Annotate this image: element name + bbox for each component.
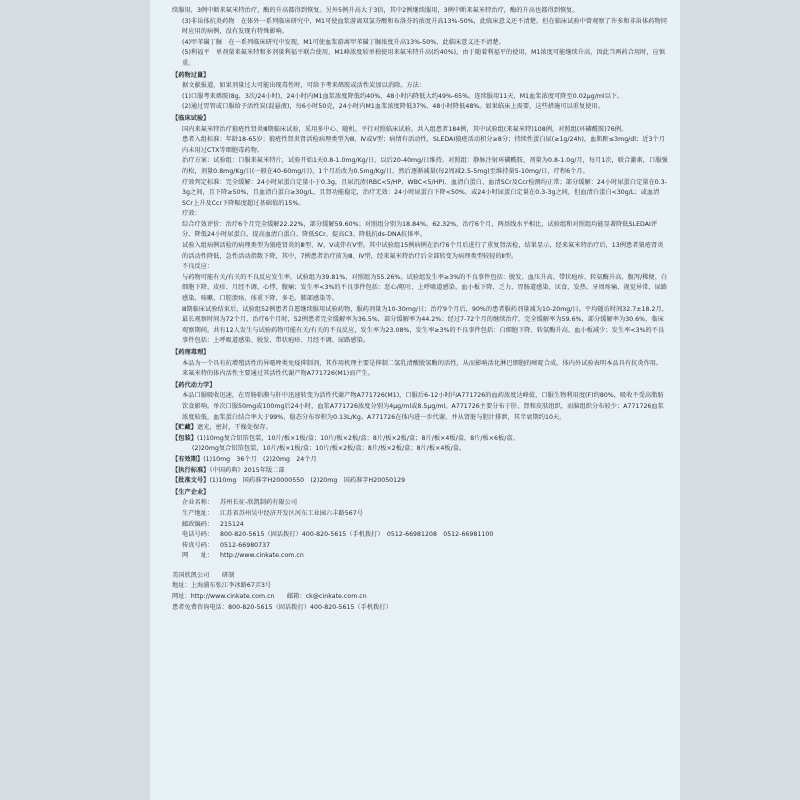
section-validity xyxy=(172,455,668,466)
section-pharmacology xyxy=(172,348,668,380)
drug-package-insert xyxy=(172,6,668,613)
paragraph: (2)通过胃管或口服给予活性炭(混悬液)，每6小时50克，24小时内M1血浆浓度降低37%，48小时降低48%。如果临床上需要，这些措施可以重复使用。 xyxy=(182,103,604,111)
standard-text: 《中国药典》2015年版二部 xyxy=(209,466,285,474)
paragraph: 综合疗效评价：治疗6个月完全缓解22.22%，部分缓解59.60%；对照组分别为18.84%，62.32%，治疗6个月，两基线水平相比，试验组和对照组均能显著降低SLEDAI评分、降低24小时尿蛋白、提高血清白蛋白、降低SCr、提高C3、降低抗ds-DNA抗体率。 xyxy=(182,220,658,239)
row-key: 邮政编码： xyxy=(182,520,214,528)
row-value: 800-820-5615（固话拨打）400-820-5615（手机拨打） 0512-66981208 0512-66981100 xyxy=(220,531,494,539)
section-manufacturer xyxy=(172,488,668,562)
manufacturer-row xyxy=(172,498,668,509)
row-value: 苏州长征-欣凯制药有限公司 xyxy=(220,499,298,507)
paragraph: Ⅲ期临床试验结束后，试验组52例患者自愿继续服用试验药物，服药剂量为10-30mg/日；治疗9个月后，90%的患者服药剂量减为10-20mg/日。平均随访时间32.7±18.2月，最长观察时间为72个月，治疗6个月时，52例患者完全缓解率为36.5%，部分缓解率为44.2%；经过7-72个月的继续治疗，完全缓解率为59.6%，部分缓解率为30.6%，临床观察期间，共有12人发生与试验药物可能有关/有关的不良反应，发生率为23.08%，发生率≥3%的不良事件包括：白细胞下降、转氨酶升高、血小板减少；发生率<3%的不良事件包括：上呼吸道感染、脱发、带状疱疹、月经不调、尿路感染。 xyxy=(182,305,668,345)
hotline: 患者免费咨询电话：800-820-5615（固话拨打）400-820-5615（手机拨打） xyxy=(172,603,392,611)
paragraph: 本品为一个具有抗增殖活性的异噁唑类免疫抑制剂，其作用机理主要是抑制二氢乳清酸脱氢酶的活性，从而影响活化淋巴细胞的嘧啶合成。体内外试验表明本品具有抗炎作用。来氟米特的体内活性主要通过其活性代谢产物A771726(M1)而产生。 xyxy=(182,359,663,378)
package-line: (1)10mg复合铝箔包装，10片/板×1板/盒；10片/板×2板/盒；8片/板×2板/盒；8片/板×4板/盒，8片/板×6板/盒。 xyxy=(196,434,519,442)
row-key: 企业名称： xyxy=(182,499,214,507)
manufacturer-row xyxy=(172,509,668,520)
row-key: 传真号码： xyxy=(182,541,214,549)
section-overdose xyxy=(172,71,668,113)
paragraph: 与药物可能有关/有关的不良反应发生率，试验组为39.81%，对照组为55.26%。试验组发生率≥3%的不良事件包括：脱发、血压升高、带状疱疹、转氨酶升高、腹泻/稀便、白细胞下降、皮疹、月经不调、心悸、腹痛；发生率<3%的不良事件包括：恶心/呕吐、上呼吸道感染、血小板下降、乏力、胃肠道感染、厌食、发热、牙周疼痛、视觉异常、尿路感染、咳嗽、口腔溃疡、体重下降、多毛、肺部感染等。 xyxy=(182,273,668,303)
paragraph: 疗效判定标准：完全缓解：24小时尿蛋白定量小于0.3g，且尿沉渣(RBC<5/HP，WBC<5/HP)、血清白蛋白、血清SCr及Ccr检测均正常；部分缓解：24小时尿蛋白定量在0.3-3g之间，且下降≥50%，且血清白蛋白≥30g/L，且肾功能稳定，治疗无效：24小时尿蛋白下降<50%，或24小时尿蛋白定量在0.3-3g之间，但血清白蛋白<30g/L；或血清SCr上升及Ccr下降幅度超过基础值的15%。 xyxy=(182,178,668,207)
paragraph: (4)甲苯磺丁脲 在一系列临床研究中发现，M1可使血浆游离甲苯磺丁脲浓度升高13%-50%，此临床意义还不清楚。 xyxy=(182,38,505,46)
row-key: 生产地址： xyxy=(182,509,214,517)
paragraph: 试验入组病例活检的病理类型为狼疮肾炎的Ⅲ型、Ⅳ、Ⅴ或伴有Ⅴ型。其中试验组15例病例在治疗6个月后进行了重复肾活检，结果显示，经来氟米特治疗后，13例患者狼疮肾炎的活动性降低，急性活动指数下降，其中，7例患者治疗前为Ⅲ、Ⅳ型，经来氟米特治疗后全部转变为病理类型较轻的Ⅱ型。 xyxy=(182,242,664,260)
section-title: 【生产企业】 xyxy=(172,488,210,496)
section-package xyxy=(172,434,668,455)
package-line: (2)20mg复合铝箔包装，10片/板×1板/盒；10片/板×2板/盒；8片/板×2板/盒；8片/板×4板/盒。 xyxy=(192,445,466,453)
section-clinical-trials xyxy=(172,114,668,347)
paragraph: 疗效： xyxy=(182,210,201,218)
section-title: 【临床试验】 xyxy=(172,114,210,122)
row-key: 电话号码： xyxy=(182,531,214,539)
section-title: 【批准文号】 xyxy=(172,477,210,485)
row-value: http://www.cinkate.com.cn xyxy=(220,552,304,560)
interaction-continued xyxy=(172,6,668,70)
section-title: 【药代动力学】 xyxy=(172,381,216,389)
paragraph: 国内来氟米特治疗狼疮性肾炎Ⅲ期临床试验，采用多中心、随机、平行对照临床试验。共入组患者184例，其中试验组(来氟米特)108例，对照组(环磷酰胺)76例。 xyxy=(182,125,628,133)
section-pharmacokinetics xyxy=(172,381,668,423)
row-value: 215124 xyxy=(220,520,244,528)
paragraph: 续服用，3例中断来氟米特治疗，酶的升高都得到恢复。另外5例升高大于3倍，其中2例继续服用，3例中断来氟米特治疗，酶的升高也都得到恢复。 xyxy=(172,7,579,14)
validity-text: (1)10mg 36个月 (2)20mg 24个月 xyxy=(203,455,317,463)
section-title: 【药理毒理】 xyxy=(172,349,210,356)
paragraph: 治疗方案：试验组：口服来氟米特片，试验开始1天0.8-1.0mg/Kg/日，以后20-40mg/日维持。对照组：静脉注射环磷酰胺，剂量为0.8-1.0g/月，每月1次，联合激素，口服强的松，剂量0.8mg/Kg/日(一般在40-60mg/日)，1个月后改为0.5mg/Kg/日，然后逐渐减量(每2周减2.5-5mg)至维持量5-10mg/日，疗程6个月。 xyxy=(182,157,668,175)
storage-text: 遮光，密封，干燥处保存。 xyxy=(196,424,272,432)
paragraph: 不良反应： xyxy=(182,263,214,271)
paragraph: 患者入组标准：年龄18-65岁；狼疮性肾炎肾活检病理类型为Ⅲ、Ⅳ或Ⅴ型；病情有活动性，SLEDAI狼疮活动积分≥8分；持续性蛋白尿(≥1g/24h)，血肌酐≤3mg/dl；近3个月内未用过CTX等细胞毒药物。 xyxy=(182,136,665,154)
section-storage xyxy=(172,423,668,434)
approval-text: (1)10mg 国药准字H20000550 (2)20mg 国药准字H20050129 xyxy=(209,477,406,485)
section-title: 【有效期】 xyxy=(172,455,204,463)
developer-address: 地址：上海浦东张江李冰路67弄3号 xyxy=(172,582,272,590)
paragraph: (5)利福平 单剂量来氟米特和多剂量利福平联合使用，M1峰浓度较单独使用来氟米特升高(约40%)，由于随着利福平的使用，M1浓度可能继续升高，因此当两药合用时，应慎重。 xyxy=(182,49,666,67)
manufacturer-row xyxy=(172,551,668,562)
developer-name: 美国欣凯公司 研制 xyxy=(172,571,235,579)
paragraph: 据文献报道，如果剂量过大可能出现毒性时，可给予考来烯胺或活性炭加以消除。方法： xyxy=(182,82,426,90)
section-title: 【包装】 xyxy=(172,434,197,442)
paragraph: 本品口服吸收迅速，在胃肠粘膜与肝中迅速转变为活性代谢产物A771726(M1)，口服后6-12小时内A771726的血药浓度达峰值，口服生物利用度(F)约80%，吸收不受高脂肪饮食影响。单次口服50mg或100mg后24小时，血浆A771726浓度分别为4μg/ml或8.5μg/ml。A771726主要分布于肝、肾和皮肤组织，而脑组织分布较少；A771726血浆浓度较低，血浆蛋白结合率大于99%，稳态分布容积为0.13L/Kg。A771726在体内进一步代谢，并从肾脏与胆汁排泄，其半衰期约10天。 xyxy=(182,392,664,421)
section-approval xyxy=(172,476,668,487)
section-title: 【贮藏】 xyxy=(172,424,197,432)
section-standard xyxy=(172,466,668,477)
paragraph: (3)非甾体抗炎药物 在体外一系列临床研究中，M1可使血浆游离双氯芬酸和布洛芬的浓度升高13%-50%，此临床意义还不清楚。但在临床试验中曾观察了许多和非甾体药物同时应用的病例，没有发现有特殊影响。 xyxy=(182,17,667,36)
row-value: 江苏省苏州吴中经济开发区河东工业园六丰路567号 xyxy=(220,509,363,517)
manufacturer-row xyxy=(172,530,668,541)
paragraph: (1)口服考来烯胺(8g，3次/24小时)，24小时内M1血浆浓度降低约40%，48小时内降低大约49%-65%。连续服用11天，M1血浆浓度可降至0.02μg/ml以下。 xyxy=(182,92,624,100)
row-key: 网 址： xyxy=(182,552,214,560)
manufacturer-row xyxy=(172,520,668,531)
section-title: 【药物过量】 xyxy=(172,71,210,79)
developer-web-email: 网址：http://www.cinkate.com.cn 邮箱：ck@cinkate.com.cn xyxy=(172,593,367,601)
section-title: 【执行标准】 xyxy=(172,466,210,474)
developer-block xyxy=(172,571,668,613)
manufacturer-row xyxy=(172,541,668,552)
row-value: 0512-66980737 xyxy=(220,541,271,549)
